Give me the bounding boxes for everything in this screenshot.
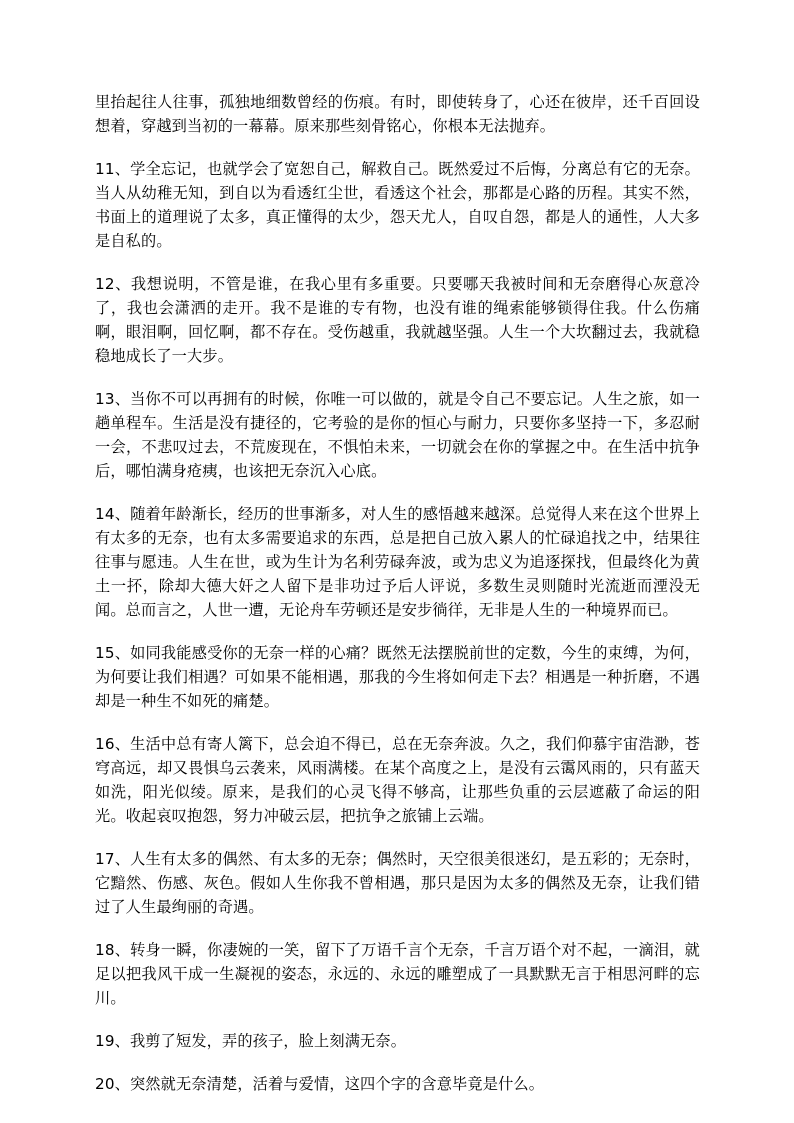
paragraph-17: 17、人生有太多的偶然、有太多的无奈；偶然时，天空很美很迷幻，是五彩的；无奈时，它黯然、伤感、灰色。假如人生你我不曾相遇，那只是因为太多的偶然及无奈，让我们错过了人生最绚丽的奇遇。 — [95, 850, 700, 916]
paragraph-20: 20、突然就无奈清楚，活着与爱情，这四个字的含意毕竟是什么。 — [95, 1075, 545, 1093]
paragraph-19: 19、我剪了短发，弄的孩子，脸上刻满无奈。 — [95, 1032, 407, 1050]
paragraph-13: 13、当你不可以再拥有的时候，你唯一可以做的，就是令自己不要忘记。人生之旅，如一趟单程车。生活是没有捷径的，它考验的是你的恒心与耐力，只要你多坚持一下，多忍耐一会，不悲叹过去，不荒废现在，不惧怕未来，一切就会在你的掌握之中。在生活中抗争后，哪怕满身疮痍，也该把无奈沉入心底。 — [95, 390, 700, 480]
paragraph-16: 16、生活中总有寄人篱下，总会迫不得已，总在无奈奔波。久之，我们仰慕宇宙浩渺，苍穹高远，却又畏惧乌云袭来，风雨满楼。在某个高度之上，是没有云霭风雨的，只有蓝天如洗，阳光似绫。原来，是我们的心灵飞得不够高，让那些负重的云层遮蔽了命运的阳光。收起哀叹抱怨，努力冲破云层，把抗争之旅铺上云端。 — [95, 735, 700, 825]
paragraph-continuation: 里抬起往人往事，孤独地细数曾经的伤痕。有时，即使转身了，心还在彼岸，还千百回设想着，穿越到当初的一幕幕。原来那些刻骨铭心，你根本无法抛弃。 — [95, 93, 700, 135]
paragraph-15: 15、如同我能感受你的无奈一样的心痛？既然无法摆脱前世的定数，今生的束缚，为何，为何要让我们相遇？可如果不能相遇，那我的今生将如何走下去？相遇是一种折磨，不遇却是一种生不如死的痛楚。 — [95, 644, 700, 710]
paragraph-18: 18、转身一瞬，你凄婉的一笑，留下了万语千言个无奈，千言万语个对不起，一滴泪，就足以把我风干成一生凝视的姿态，永远的、永远的雕塑成了一具默默无言于相思河畔的忘川。 — [95, 941, 700, 1007]
paragraph-12: 12、我想说明，不管是谁，在我心里有多重要。只要哪天我被时间和无奈磨得心灰意冷了，我也会潇洒的走开。我不是谁的专有物，也没有谁的绳索能够锁得住我。什么伤痛啊，眼泪啊，回忆啊，都不存在。受伤越重，我就越坚强。人生一个大坎翻过去，我就稳稳地成长了一大步。 — [95, 275, 700, 365]
paragraph-11: 11、学全忘记，也就学会了宽恕自己，解救自己。既然爱过不后悔，分离总有它的无奈。当人从幼稚无知，到自以为看透红尘世，看透这个社会，那都是心路的历程。其实不然，书面上的道理说了太多，真正懂得的太少，怨天尤人，自叹自怨，都是人的通性，人大多是自私的。 — [95, 160, 700, 250]
paragraph-14: 14、随着年龄渐长，经历的世事渐多，对人生的感悟越来越深。总觉得人来在这个世界上有太多的无奈，也有太多需要追求的东西，总是把自己放入累人的忙碌追找之中，结果往往事与愿违。人生在世，或为生计为名利劳碌奔波，或为忠义为追逐探找，但最终化为黄土一抔，除却大德大奸之人留下是非功过予后人评说，多数生灵则随时光流逝而湮没无闻。总而言之，人世一遭，无论舟车劳顿还是安步徜徉，无非是人生的一种境界而已。 — [95, 505, 700, 619]
document-body — [95, 90, 700, 1115]
